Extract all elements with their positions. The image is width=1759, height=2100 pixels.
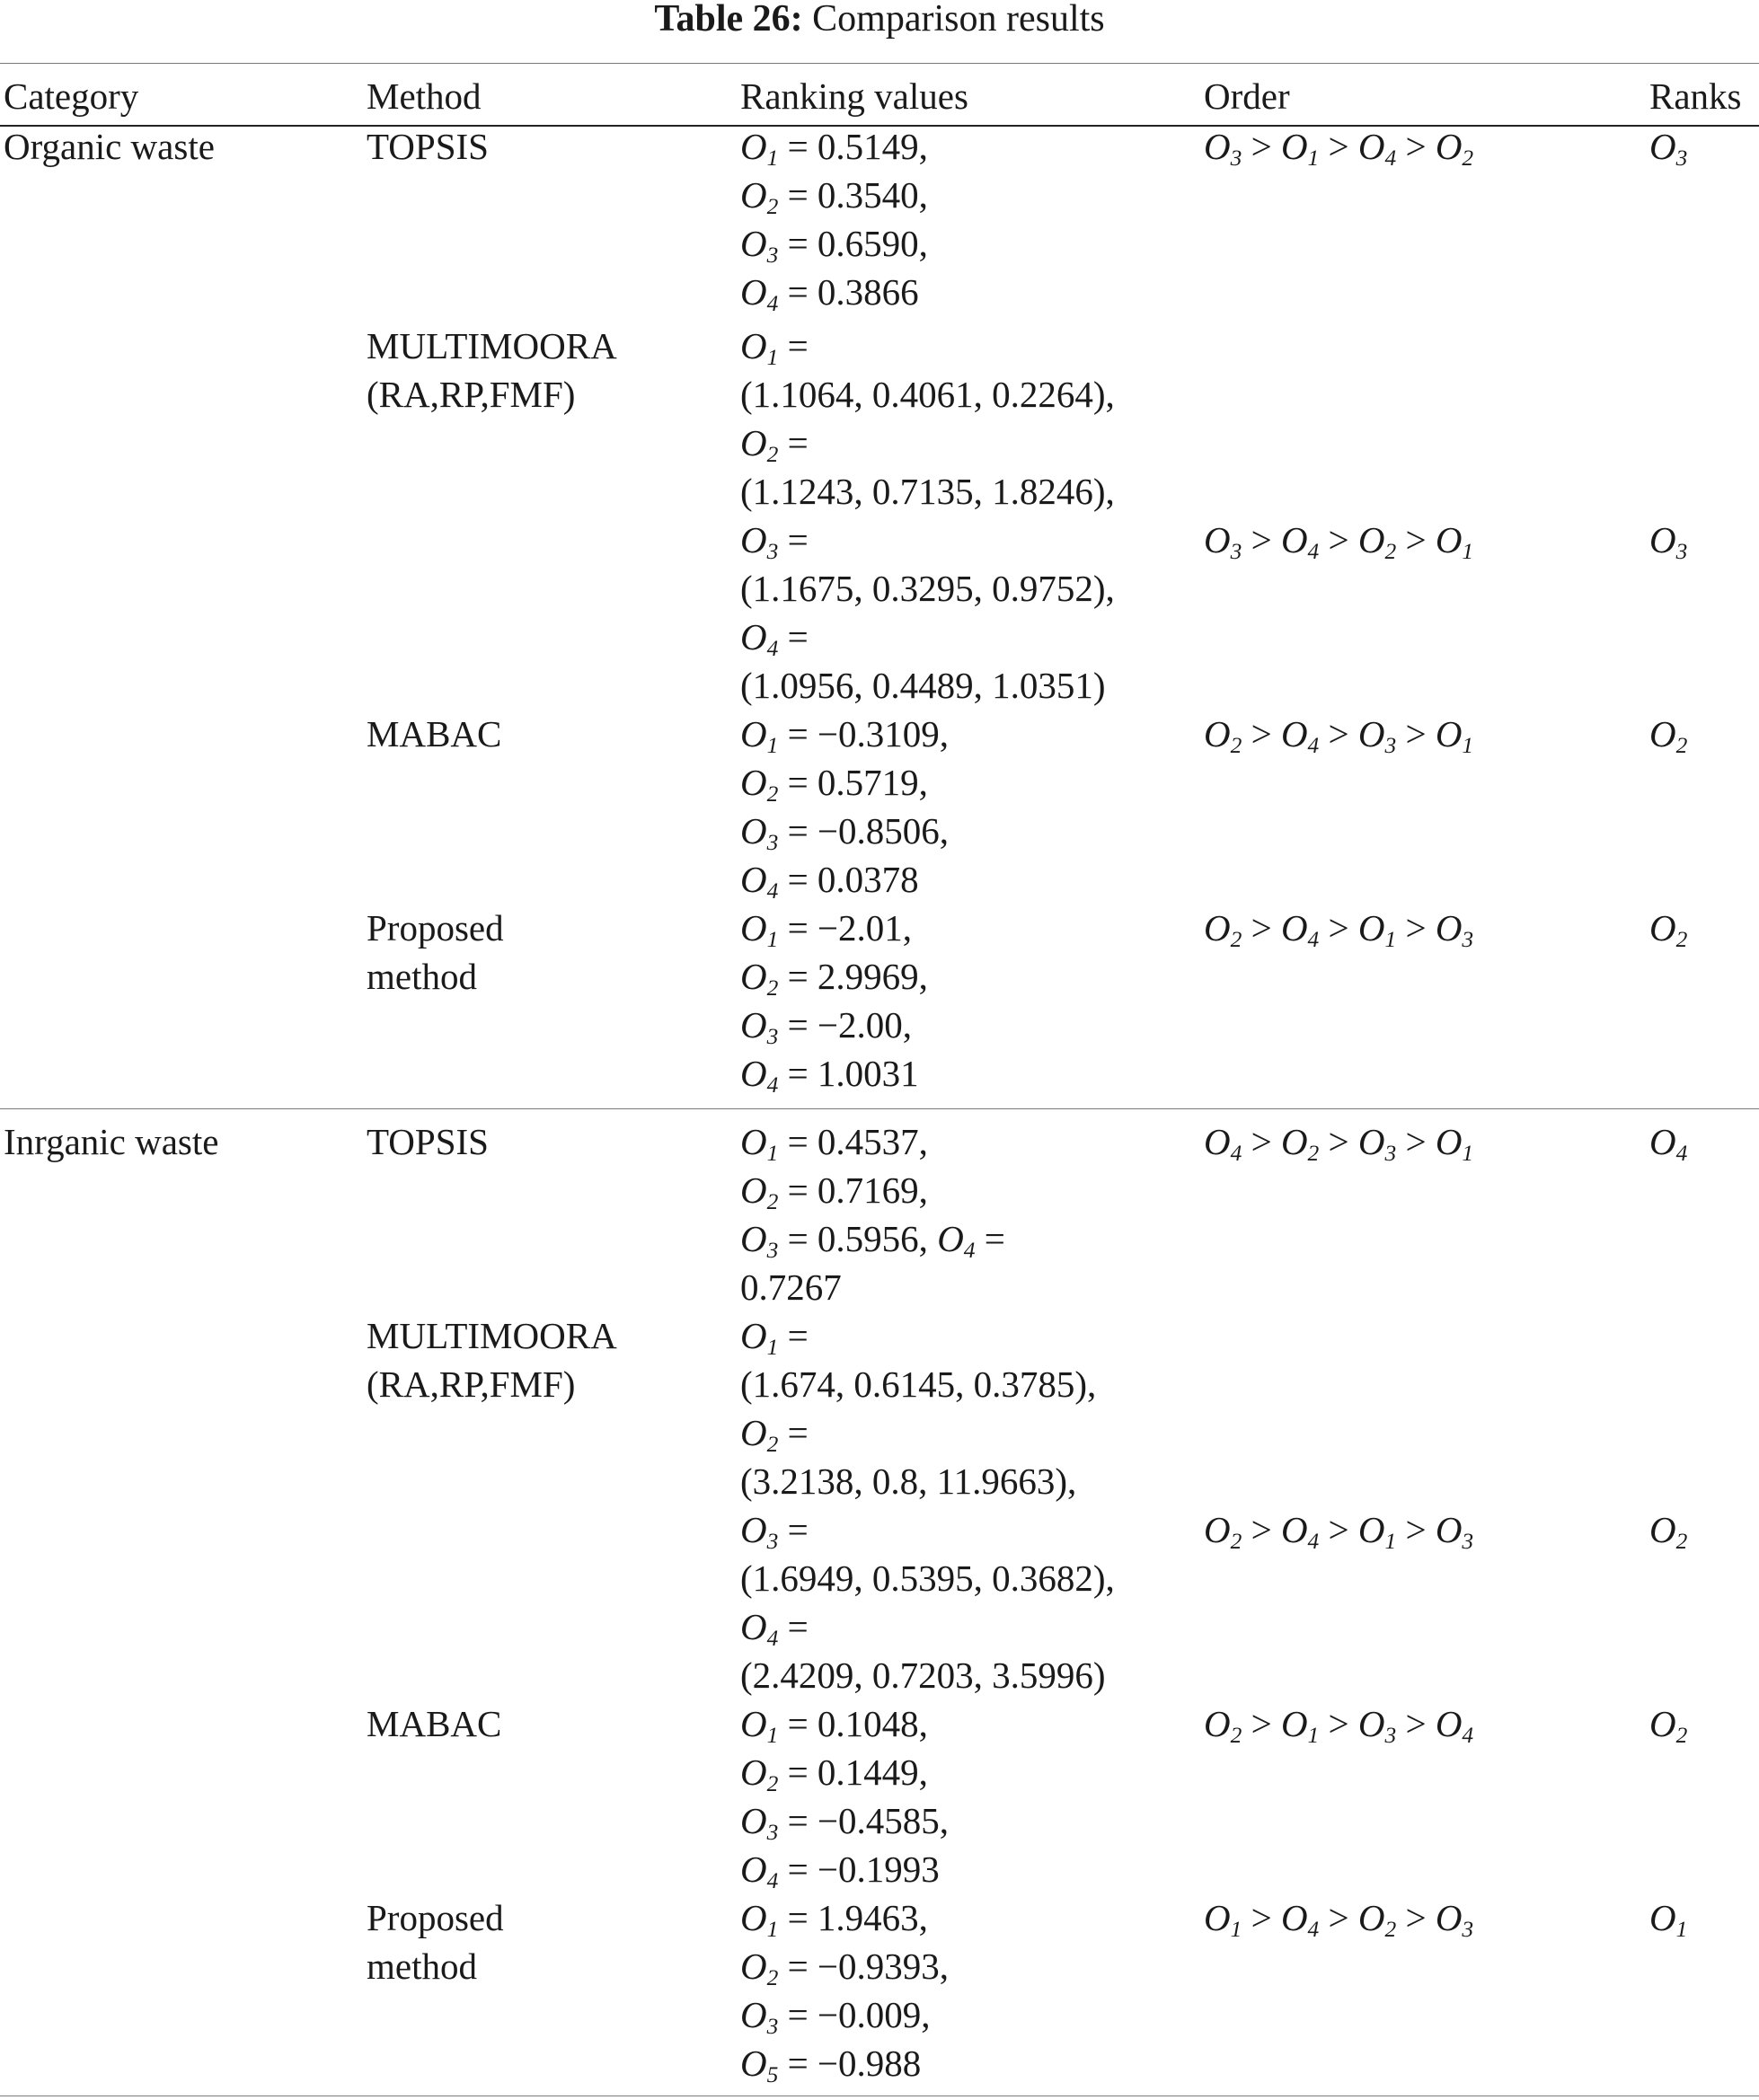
top-rule: [0, 63, 1759, 64]
value-line: (2.4209, 0.7203, 3.5996): [740, 1654, 1106, 1696]
value-line: $O_1 = 0.5149$,: [740, 126, 928, 172]
value-line: $O_4$ =: [740, 616, 809, 662]
value-line: $O_1$ =: [740, 1315, 809, 1361]
value-line: $O_3 = -0.8506$,: [740, 810, 950, 856]
table-title: Comparison results: [812, 0, 1105, 40]
value-line: (1.6949, 0.5395, 0.3682),: [740, 1557, 1115, 1599]
category-organic-waste: Organic waste: [4, 126, 215, 167]
value-line: $O_5 = -0.988$: [740, 2043, 922, 2088]
method-proposed-subtitle: method: [367, 956, 477, 997]
order-proposed-inorganic: $O_1 > O_4 > O_2 > O_3$: [1204, 1897, 1474, 1943]
value-line: $O_2 = 2.9969$,: [740, 956, 928, 1001]
rank-mabac-inorganic: $O_2$: [1649, 1703, 1688, 1749]
method-topsis-organic: TOPSIS: [367, 126, 489, 167]
value-line: $O_1 = -2.01$,: [740, 907, 913, 953]
value-line: $O_4$ =: [740, 1606, 809, 1652]
value-line: $O_2 = 0.1449$,: [740, 1751, 928, 1797]
group-divider: [0, 1108, 1759, 1109]
value-line: $O_2 = -0.9393$,: [740, 1946, 950, 1991]
method-mabac-organic: MABAC: [367, 713, 502, 754]
method-multimoora-organic: MULTIMOORA: [367, 325, 617, 366]
header-category: Category: [4, 75, 139, 117]
rank-multimoora-inorganic: $O_2$: [1649, 1509, 1688, 1555]
header-method: Method: [367, 75, 482, 117]
value-line: $O_2 = 0.5719$,: [740, 762, 928, 807]
value-line: 0.7267: [740, 1266, 842, 1308]
value-line: (1.0956, 0.4489, 1.0351): [740, 665, 1106, 706]
value-line: $O_3 = 0.6590$,: [740, 223, 928, 269]
value-line: $O_2$ =: [740, 1412, 809, 1458]
order-mabac-organic: $O_2 > O_4 > O_3 > O_1$: [1204, 713, 1474, 759]
value-line: $O_2$ =: [740, 422, 809, 468]
header-order: Order: [1204, 75, 1290, 117]
value-line: $O_2 = 0.3540$,: [740, 174, 928, 220]
order-mabac-inorganic: $O_2 > O_1 > O_3 > O_4$: [1204, 1703, 1474, 1749]
method-proposed-organic: Proposed: [367, 907, 504, 949]
value-line: $O_1 = -0.3109$,: [740, 713, 950, 759]
value-line: $O_4 = 0.3866$: [740, 271, 919, 317]
value-line: $O_4 = 1.0031$: [740, 1053, 919, 1099]
value-line: $O_3 = 0.5956$, $O_4$ =: [740, 1218, 1005, 1264]
header-ranks: Ranks: [1649, 75, 1742, 117]
header-ranking-values: Ranking values: [740, 75, 968, 117]
table-label: Table 26:: [654, 0, 803, 40]
value-line: $O_3$ =: [740, 519, 809, 565]
value-line: $O_3 = -0.4585$,: [740, 1800, 950, 1846]
value-line: $O_3 = -0.009$,: [740, 1994, 931, 2040]
method-proposed-subtitle: method: [367, 1946, 477, 1987]
value-line: $O_2 = 0.7169$,: [740, 1169, 928, 1215]
value-line: $O_1$ =: [740, 325, 809, 371]
value-line: (1.1064, 0.4061, 0.2264),: [740, 374, 1115, 415]
rank-multimoora-organic: $O_3$: [1649, 519, 1688, 565]
rank-topsis-inorganic: $O_4$: [1649, 1121, 1688, 1167]
method-topsis-inorganic: TOPSIS: [367, 1121, 489, 1162]
category-inorganic-waste: Inrganic waste: [4, 1121, 219, 1162]
method-multimoora-subtitle: (RA,RP,FMF): [367, 1363, 576, 1405]
value-line: (1.1675, 0.3295, 0.9752),: [740, 568, 1115, 609]
method-proposed-inorganic: Proposed: [367, 1897, 504, 1938]
value-line: (1.674, 0.6145, 0.3785),: [740, 1363, 1097, 1405]
value-line: $O_4 = 0.0378$: [740, 859, 919, 904]
value-line: $O_1 = 0.4537$,: [740, 1121, 928, 1167]
method-multimoora-subtitle: (RA,RP,FMF): [367, 374, 576, 415]
order-proposed-organic: $O_2 > O_4 > O_1 > O_3$: [1204, 907, 1474, 953]
rank-proposed-organic: $O_2$: [1649, 907, 1688, 953]
value-line: $O_4 = -0.1993$: [740, 1849, 940, 1894]
order-topsis-inorganic: $O_4 > O_2 > O_3 > O_1$: [1204, 1121, 1474, 1167]
rank-mabac-organic: $O_2$: [1649, 713, 1688, 759]
order-multimoora-organic: $O_3 > O_4 > O_2 > O_1$: [1204, 519, 1474, 565]
value-line: $O_3$ =: [740, 1509, 809, 1555]
method-mabac-inorganic: MABAC: [367, 1703, 502, 1744]
order-multimoora-inorganic: $O_2 > O_4 > O_1 > O_3$: [1204, 1509, 1474, 1555]
value-line: $O_1 = 0.1048$,: [740, 1703, 928, 1749]
value-line: (1.1243, 0.7135, 1.8246),: [740, 471, 1115, 512]
table-caption: [0, 0, 1759, 38]
method-multimoora-inorganic: MULTIMOORA: [367, 1315, 617, 1356]
rank-topsis-organic: $O_3$: [1649, 126, 1688, 172]
rank-proposed-inorganic: $O_1$: [1649, 1897, 1688, 1943]
value-line: $O_3 = -2.00$,: [740, 1004, 913, 1050]
value-line: (3.2138, 0.8, 11.9663),: [740, 1460, 1077, 1502]
value-line: $O_1 = 1.9463$,: [740, 1897, 928, 1943]
order-topsis-organic: $O_3 > O_1 > O_4 > O_2$: [1204, 126, 1474, 172]
